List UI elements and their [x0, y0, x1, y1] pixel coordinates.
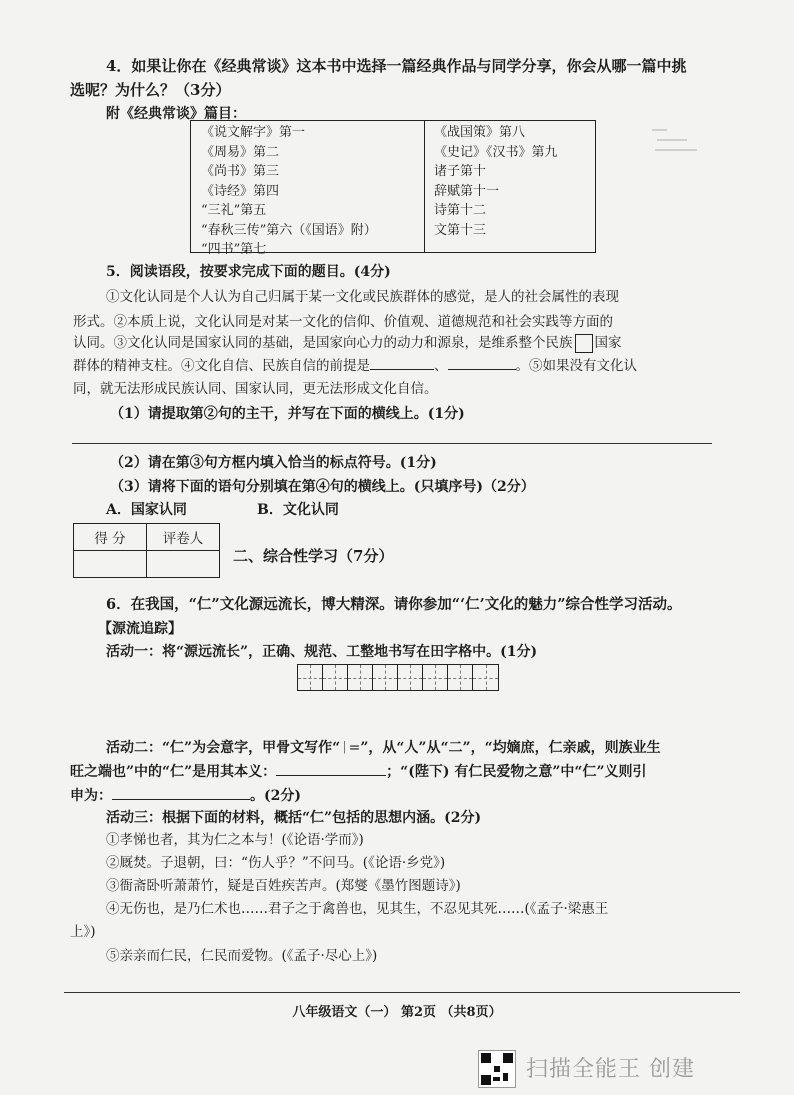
q5-para-line4-end: 。⑤如果没有文化认 — [515, 358, 637, 374]
material-3: ③衙斋卧听萧萧竹，疑是百姓疾苦声。(郑燮《墨竹图题诗》) — [106, 878, 461, 894]
catalog-item: 文第十三 — [434, 222, 487, 238]
tianzige-cell[interactable] — [298, 665, 323, 690]
oracle-bone-glyph: ᛁ= — [340, 740, 361, 756]
qr-code-icon — [478, 1050, 516, 1088]
catalog-item: 《说文解字》第一 — [201, 125, 306, 140]
activity-2-text-f: 。(2分) — [250, 788, 301, 804]
catalog-item: 《诗经》第四 — [201, 183, 280, 199]
answer-blank-2[interactable] — [448, 369, 516, 370]
q5-para-line1: ①文化认同是个人认为自己归属于某一文化或民族群体的感觉，是人的社会属性的表现 — [106, 289, 619, 305]
catalog-item: 辞赋第十一 — [434, 183, 500, 199]
catalog-item: “三礼”第五 — [201, 203, 267, 218]
answer-blank-extended-meaning[interactable] — [112, 799, 250, 800]
q5-para-line3-text: 认同。③文化认同是国家认同的基础，是国家向心力的动力和源泉，是维系整个民族 — [73, 335, 573, 351]
catalog-item: 《战国策》第八 — [434, 125, 526, 140]
catalog-item: “春秋三传”第六（《国语》附） — [201, 222, 377, 238]
q5-sub1: （1）请提取第②句的主干，并写在下面的横线上。(1分) — [110, 406, 465, 422]
punctuation-answer-box[interactable] — [575, 334, 593, 353]
section-title: 二、综合性学习（7分） — [233, 547, 394, 565]
activity-2-text-d: ；“(陛下) 有仁民爱物之意”中“仁”义则引 — [386, 764, 647, 780]
q5-para-line4-sep: 、 — [434, 358, 448, 374]
tianzige-cell[interactable] — [348, 665, 373, 690]
q5-para-line2: 形式。②本质上说，文化认同是对某一文化的信仰、价值观、道德规范和社会实践等方面的 — [73, 314, 613, 330]
activity-2-text-b: ”，从“人”从“二”，“均嫡庶，仁亲戚，则族业生 — [360, 740, 661, 756]
activity-3: 活动三：根据下面的材料，概括“仁”包括的思想内涵。(2分) — [106, 810, 482, 826]
q5-para-line4-text: 群体的精神支柱。④文化自信、民族自信的前提是 — [73, 358, 370, 374]
grader-cell[interactable] — [147, 551, 220, 578]
catalog-item: 诸子第十 — [434, 164, 487, 179]
activity-2-line3 — [70, 786, 301, 806]
catalog-item: 《史记》《汉书》第九 — [434, 144, 558, 160]
option-a: A．国家认同 — [106, 502, 187, 518]
answer-blank-original-meaning[interactable] — [276, 775, 386, 776]
q4-line1: 4．如果让你在《经典常谈》这本书中选择一篇经典作品与同学分享，你会从哪一篇中挑 — [106, 57, 687, 75]
tianzige-cell[interactable] — [373, 665, 398, 690]
q5-para-line3-end: 国家 — [594, 335, 622, 351]
activity-2-line2 — [70, 762, 647, 782]
catalog-item: “四书”第七 — [201, 242, 267, 257]
answer-blank-1[interactable] — [370, 369, 434, 370]
activity-2-line1 — [106, 738, 661, 758]
catalog-item: 《尚书》第三 — [201, 164, 280, 179]
tianzige-cell[interactable] — [448, 665, 473, 690]
q5-para-line5: 同，就无法形成民族认同、国家认同，更无法形成文化自信。 — [73, 381, 438, 397]
material-1: ①孝悌也者，其为仁之本与！(《论语·学而》) — [106, 832, 364, 848]
source-tag: 【源流追踪】 — [98, 621, 182, 637]
q6-intro: 6．在我国，“仁”文化源远流长，博大精深。请你参加“‘仁’文化的魅力”综合性学习活动。 — [106, 596, 682, 613]
material-2: ②厩焚。子退朝，曰：“伤人乎？”不问马。(《论语·乡党》) — [106, 855, 446, 871]
catalog-divider — [424, 121, 425, 252]
q5-title: 5．阅读语段，按要求完成下面的题目。(4分) — [106, 264, 391, 280]
catalog-item: 诗第十二 — [434, 203, 487, 218]
tianzige-grid[interactable] — [297, 664, 499, 691]
q4-line2: 选呢？为什么？（3分） — [70, 81, 231, 99]
page-footer: 八年级语文（一） 第2页 （共8页） — [292, 1005, 502, 1020]
activity-2-text-e: 申为： — [70, 788, 112, 804]
scanner-watermark: 扫描全能王 创建 — [526, 1057, 695, 1082]
q5-sub2: （2）请在第③句方框内填入恰当的标点符号。(1分) — [110, 455, 437, 471]
q5-sub3: （3）请将下面的语句分别填在第④句的横线上。(只填序号)（2分） — [110, 479, 535, 495]
tianzige-cell[interactable] — [398, 665, 423, 690]
tianzige-cell[interactable] — [473, 665, 498, 690]
grader-header: 评卷人 — [147, 524, 220, 551]
score-cell[interactable] — [74, 551, 147, 578]
catalog-item: 《周易》第二 — [201, 144, 280, 160]
q5-para-line4 — [73, 356, 637, 376]
footer-rule — [64, 992, 740, 993]
material-5: ⑤亲亲而仁民，仁民而爱物。(《孟子·尽心上》) — [106, 948, 378, 964]
catalog-left-list — [201, 123, 377, 260]
material-4-line1: ④无伤也，是乃仁术也……君子之于禽兽也，见其生，不忍见其死……(《孟子·梁惠王 — [106, 901, 609, 917]
catalog-right-list — [434, 123, 558, 240]
tianzige-cell[interactable] — [423, 665, 448, 690]
bleed-through-marks — [647, 125, 707, 165]
activity-2-text-a: 活动二：“仁”为会意字，甲骨文写作“ — [106, 740, 341, 756]
answer-line-sub1[interactable] — [72, 443, 712, 444]
q5-para-line3 — [73, 333, 622, 353]
score-header: 得 分 — [74, 524, 147, 551]
material-4-line2: 上》) — [70, 924, 96, 940]
tianzige-cell[interactable] — [323, 665, 348, 690]
activity-1: 活动一：将“源远流长”，正确、规范、工整地书写在田字格中。(1分) — [106, 644, 538, 660]
activity-2-text-c: 旺之端也”中的“仁”是用其本义： — [70, 764, 277, 780]
score-table — [73, 523, 220, 578]
catalog-box — [190, 120, 596, 257]
q4-appendix-title: 附《经典常谈》篇目： — [106, 106, 246, 122]
option-b: B．文化认同 — [257, 502, 339, 518]
